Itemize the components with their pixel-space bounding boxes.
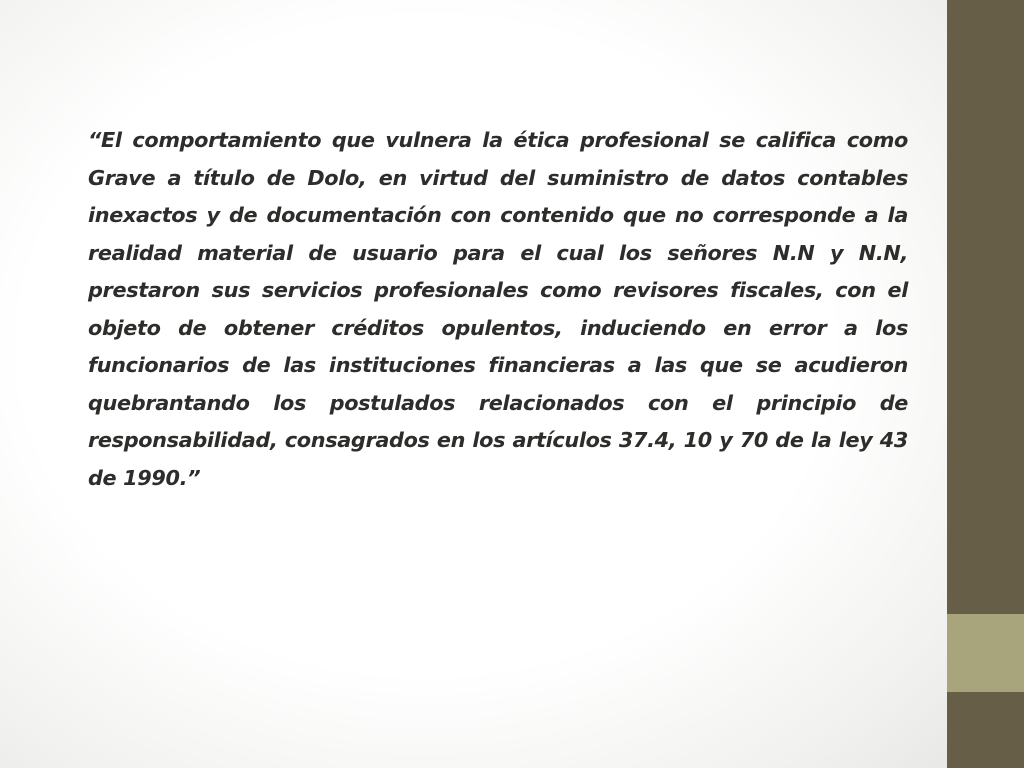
quote-text: “El comportamiento que vulnera la ética profesional se califica como Grave a título de Dolo, en virtud del suministro de datos contables inexactos y de documentación con contenido que no corresponde a la realidad material de usuario para el cual los señores N.N y N.N, prestaron sus servicios profesionales como revisores fiscales, con el objeto de obtener créditos opulentos, induciendo en error a los funcionarios de las instituciones financieras a las que se acudieron quebrantando los postulados relacionados con el principio de responsabilidad, consagrados en los artículos 37.4, 10 y 70 de la ley 43 de 1990.” xyxy=(88,128,908,490)
decorative-side-accent xyxy=(947,614,1024,692)
